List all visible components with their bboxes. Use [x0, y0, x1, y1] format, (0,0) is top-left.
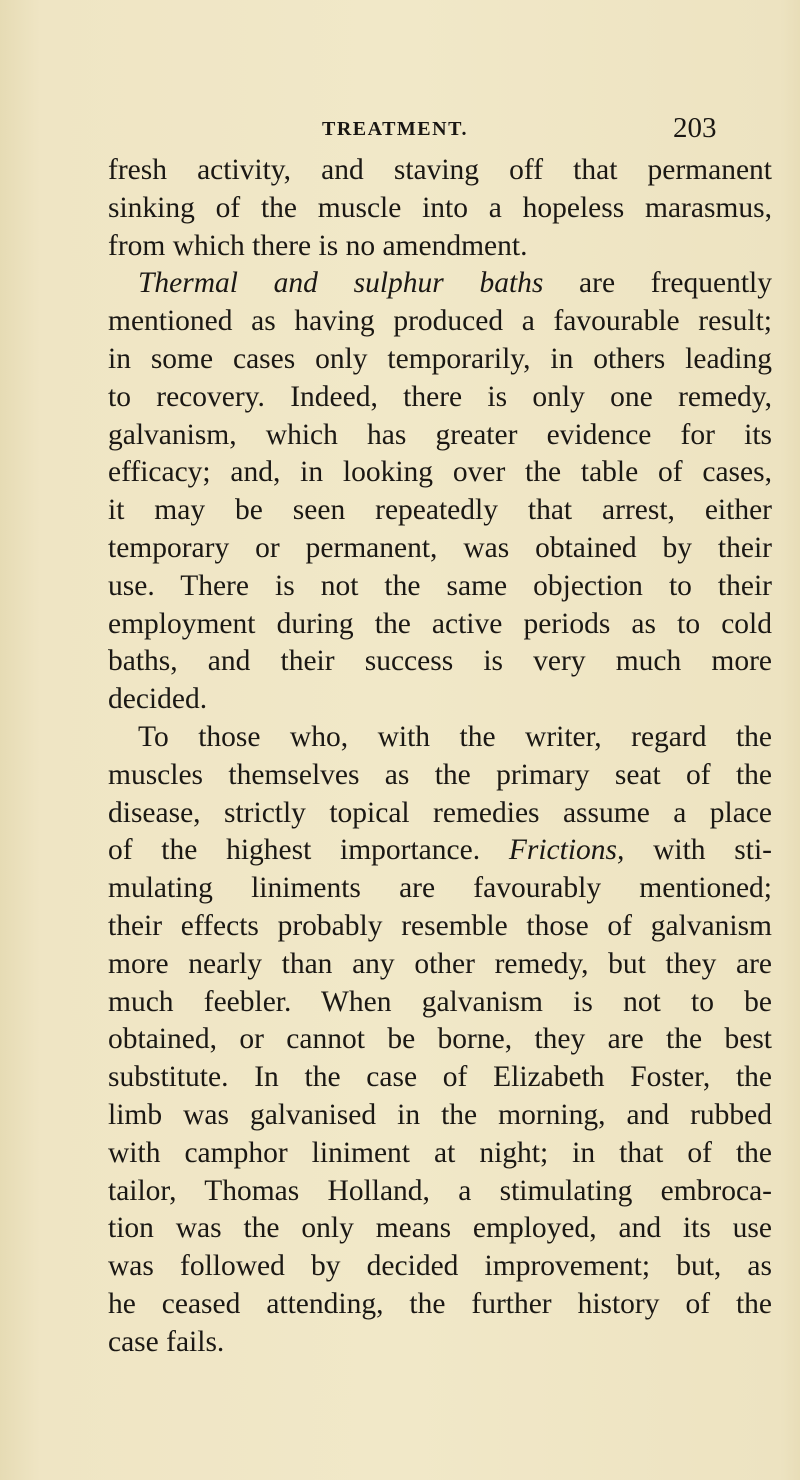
- text-line: baths, and their success is very much more: [108, 645, 772, 678]
- text-line: tion was the only means employed, and its use: [108, 1212, 772, 1245]
- text-line: use. There is not the same objection to their: [108, 569, 772, 602]
- running-head: TREATMENT.: [322, 118, 468, 140]
- text-line: tailor, Thomas Holland, a stimulating embroca-: [108, 1174, 772, 1207]
- text-line: [108, 265, 772, 303]
- text-line: case fails.: [108, 1325, 225, 1358]
- text-line: with camphor liniment at night; in that of the: [108, 1136, 772, 1169]
- text-line: disease, strictly topical remedies assume a place: [108, 796, 772, 829]
- text-line: muscles themselves as the primary seat of the: [108, 758, 772, 791]
- text-line: it may be seen repeatedly that arrest, either: [108, 494, 772, 527]
- text-line: substitute. In the case of Elizabeth Foster, the: [108, 1061, 772, 1094]
- text-line: fresh activity, and staving off that permanent: [108, 154, 772, 186]
- body-text: [108, 152, 772, 1362]
- page-number: 203: [673, 112, 717, 144]
- text-line: mentioned as having produced a favourable result;: [108, 305, 772, 338]
- text-line: [108, 832, 772, 870]
- text-line: galvanism, which has greater evidence for its: [108, 418, 772, 451]
- text-line: from which there is no amendment.: [108, 229, 528, 262]
- text-line: temporary or permanent, was obtained by their: [108, 531, 772, 564]
- text-line: employment during the active periods as to cold: [108, 607, 772, 640]
- text-line: decided.: [108, 683, 208, 716]
- text-line: in some cases only temporarily, in others leading: [108, 342, 772, 375]
- italic-phrase: Frictions,: [508, 834, 625, 867]
- text-line: he ceased attending, the further history of the: [108, 1287, 772, 1320]
- text-line: was followed by decided improvement; but, as: [108, 1250, 772, 1283]
- text-line: limb was galvanised in the morning, and rubbed: [108, 1098, 772, 1131]
- text-line: much feebler. When galvanism is not to be: [108, 985, 772, 1018]
- text-line: sinking of the muscle into a hopeless marasmus,: [108, 191, 772, 224]
- text-line: more nearly than any other remedy, but they are: [108, 947, 772, 980]
- italic-phrase: Thermal and sulphur baths: [138, 267, 544, 300]
- text-line: obtained, or cannot be borne, they are the best: [108, 1023, 772, 1056]
- text-line: [108, 719, 772, 757]
- text-line: their effects probably resemble those of galvanism: [108, 909, 772, 942]
- text-run: are frequently: [543, 267, 772, 300]
- text-run: with sti-: [624, 834, 772, 867]
- text-run: of the highest importance.: [108, 834, 509, 867]
- text-line: efficacy; and, in looking over the table of cases,: [108, 456, 772, 489]
- text-line: to recovery. Indeed, there is only one remedy,: [108, 380, 772, 413]
- text-run: To those who, with the writer, regard the: [138, 720, 772, 753]
- text-line: mulating liniments are favourably mentioned;: [108, 872, 772, 905]
- page-header: [0, 112, 800, 152]
